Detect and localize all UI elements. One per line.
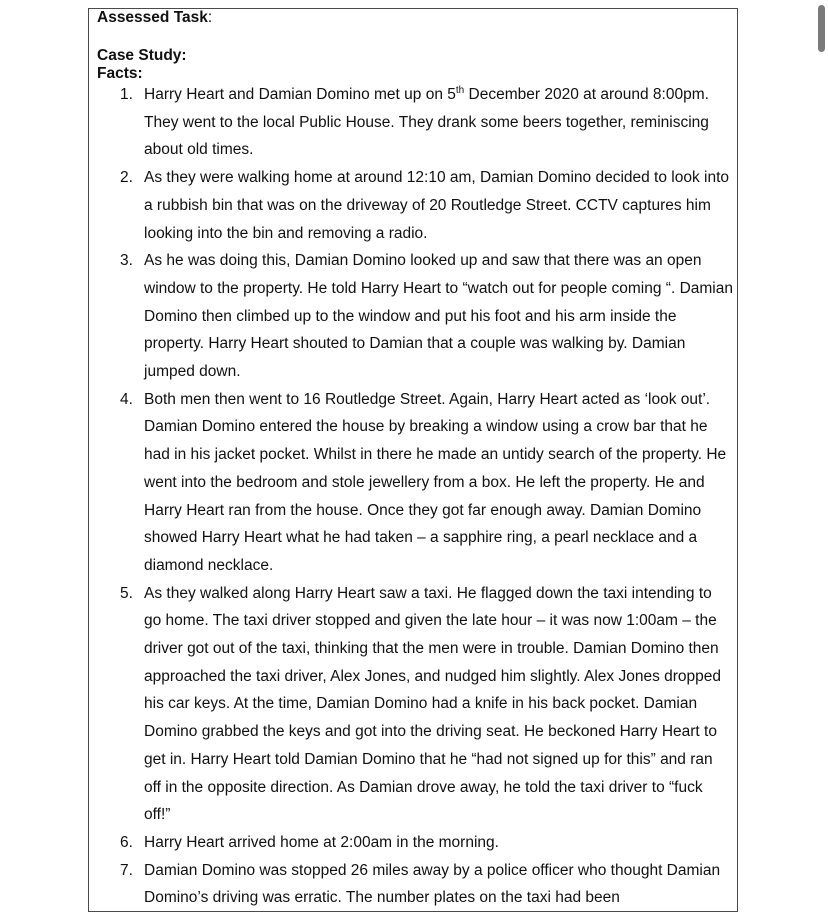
- fact-item-7: [89, 857, 738, 912]
- facts-list: [89, 81, 738, 912]
- fact-number: 6.: [120, 833, 133, 851]
- fact-text: Damian Domino was stopped 26 miles away by a police officer who thought Damian Domino’s driving was erratic. The number plates on the taxi had been: [144, 861, 721, 907]
- fact-item-3: [89, 247, 738, 386]
- fact-text: As they walked along Harry Heart saw a taxi. He flagged down the taxi intending to go home. The taxi driver stopped and given the late hour – it was now 1:00am – the driver got out of the taxi, thinking that the men were in trouble. Damian Domino then approached the taxi driver, Alex Jones, and nudged him slightly. Alex Jones dropped his car keys. At the time, Damian Domino had a knife in his back pocket. Damian Domino grabbed the keys and got into the driving seat. He beckoned Harry Heart to get in. Harry Heart told Damian Domino that he “had not signed up for this” and ran off in the opposite direction. As Damian drove away, he told the taxi driver to “fuck off!”: [144, 584, 722, 824]
- assessed-task-heading: Assessed Task:: [97, 9, 213, 26]
- case-study-box: [88, 8, 738, 912]
- fact-item-2: [89, 164, 738, 247]
- fact-number: 1.: [120, 86, 133, 103]
- fact-text: As they were walking home at around 12:10 am, Damian Domino decided to look into a rubbish bin that was on the driveway of 20 Routledge Street. CCTV captures him looking into the bin and removing a radio.: [144, 169, 730, 242]
- case-study-heading: Case Study:: [97, 47, 187, 64]
- fact-text: Harry Heart arrived home at 2:00am in the morning.: [144, 833, 499, 851]
- fact-item-6: [89, 829, 738, 857]
- fact-text: As he was doing this, Damian Domino looked up and saw that there was an open window to the property. He told Harry Heart to “watch out for people coming “. Damian Domino then climbed up to the window and put his foot and his arm inside the property. Harry Heart shouted to Damian that a couple was walking by. Damian jumped down.: [144, 252, 733, 381]
- ordinal-suffix: th: [455, 85, 465, 96]
- fact-number: 4.: [120, 390, 133, 408]
- fact-item-4: [89, 386, 738, 580]
- fact-number: 2.: [120, 169, 133, 187]
- fact-text: Harry Heart and Damian Domino met up on 5th December 2020 at around 8:00pm. They went to the local Public House. They drank some beers together, reminiscing about old times.: [144, 85, 709, 159]
- fact-number: 3.: [120, 252, 133, 270]
- scrollbar-thumb[interactable]: [818, 5, 825, 52]
- fact-number: 7.: [120, 861, 133, 879]
- facts-heading: Facts:: [97, 65, 143, 82]
- fact-item-5: [89, 580, 738, 829]
- fact-text: Both men then went to 16 Routledge Street. Again, Harry Heart acted as ‘look out’. Damian Domino entered the house by breaking a window using a crow bar that he had in his jacket pocket. Whilst in there he made an untidy search of the property. He went into the bedroom and stole jewellery from a box. He left the property. He and Harry Heart ran from the house. Once they got far enough away. Damian Domino showed Harry Heart what he had taken – a sapphire ring, a pearl necklace and a diamond necklace.: [144, 390, 727, 574]
- fact-item-1: [89, 81, 738, 164]
- vertical-scrollbar[interactable]: [816, 0, 828, 917]
- fact-number: 5.: [120, 584, 133, 602]
